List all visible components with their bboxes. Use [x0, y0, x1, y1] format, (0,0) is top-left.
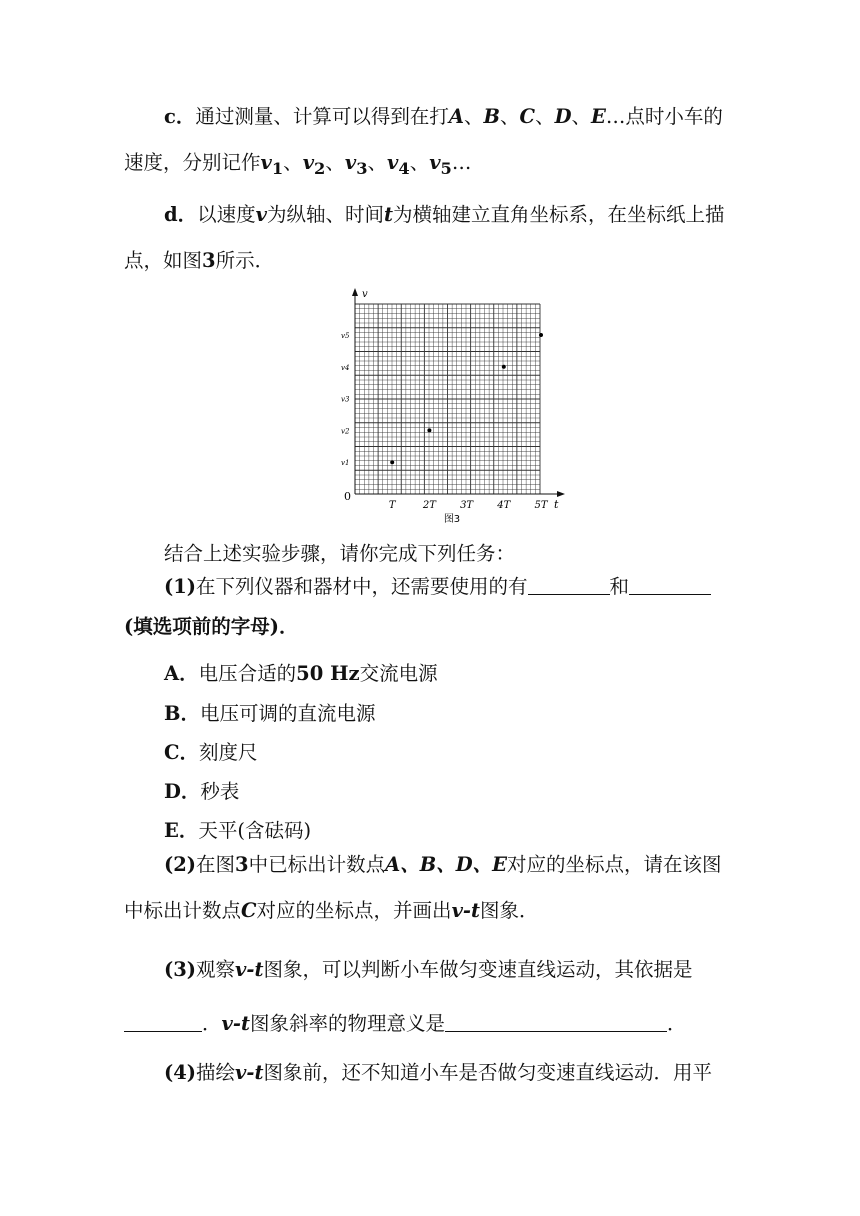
x-tick-label: 2T: [422, 500, 436, 511]
y-tick-labels: [341, 332, 350, 467]
y-tick-label: v3: [341, 395, 350, 404]
y-tick-label: v2: [341, 427, 350, 436]
x-axis-label: t: [554, 498, 559, 511]
q1-blank-2[interactable]: [629, 575, 711, 596]
option-e: E．天平(含砝码): [164, 819, 312, 842]
y-tick-label: v4: [341, 363, 350, 372]
intro-text: 结合上述实验步骤，请你完成下列任务：: [164, 542, 516, 565]
graph-grid: [355, 304, 540, 494]
point-d-label: D: [554, 105, 572, 128]
step-c-paragraph: c．通过测量、计算可以得到在打A、B、C、D、E…点时小车的速度，分别记作$v_1$、$v_2$、$v_3$、$v_4$、$v_5\dots$: [124, 105, 723, 178]
question-2: (2)在图3中已标出计数点A、B、D、E对应的坐标点，请在该图中标出计数点C对应的坐标点，并画出v-t图象．: [124, 853, 722, 922]
figure-3-vt-graph: [335, 286, 575, 530]
step-d-paragraph: d．以速度v为纵轴、时间t为横轴建立直角坐标系，在坐标纸上描点，如图3所示．: [124, 203, 725, 272]
point-e-label: E: [591, 105, 606, 128]
option-a: A．电压合适的50 Hz交流电源: [164, 662, 438, 685]
question-3: (3)观察v-t图象，可以判断小车做匀变速直线运动，其依据是．v-t图象斜率的物理意义是 ．: [124, 943, 738, 1051]
q3-blank-2[interactable]: [445, 1012, 667, 1033]
y-axis-label: v: [362, 289, 368, 300]
point-a-label: A: [448, 105, 465, 128]
point-b-label: B: [483, 105, 501, 128]
x-axis-arrow: [557, 491, 565, 497]
step-c-text1: 通过测量、计算可以得到在打: [195, 105, 449, 128]
y-tick-label: v5: [341, 332, 350, 340]
x-tick-label: T: [388, 500, 396, 511]
option-d: D．秒表: [164, 780, 240, 803]
question-1: (1)在下列仪器和器材中，还需要使用的有 和(填选项前的字母)．: [124, 567, 738, 647]
q3-blank-1[interactable]: [124, 1012, 202, 1033]
y-axis-arrow: [352, 288, 358, 296]
data-point: [390, 460, 394, 464]
data-point: [427, 428, 431, 432]
x-tick-label: 5T: [534, 500, 548, 511]
question-4: (4)描绘v-t图象前，还不知道小车是否做匀变速直线运动．用平: [164, 1061, 712, 1084]
option-c: C．刻度尺: [164, 741, 258, 764]
x-tick-label: 3T: [460, 500, 474, 511]
data-point: [502, 365, 506, 369]
q1-blank-1[interactable]: [528, 575, 610, 596]
option-b: B．电压可调的直流电源: [164, 702, 376, 725]
point-c-label: C: [519, 105, 536, 128]
figure-caption: 图3: [443, 514, 461, 525]
origin-label: 0: [344, 490, 351, 503]
step-c-prefix: c．: [164, 105, 196, 128]
data-point: [539, 333, 543, 337]
step-d-prefix: d．: [164, 203, 198, 226]
x-tick-label: 4T: [497, 500, 511, 511]
y-tick-label: v1: [341, 459, 350, 468]
step-c-text2: …点时小车的速度，分别记作: [124, 105, 723, 174]
x-tick-labels: [389, 500, 549, 511]
